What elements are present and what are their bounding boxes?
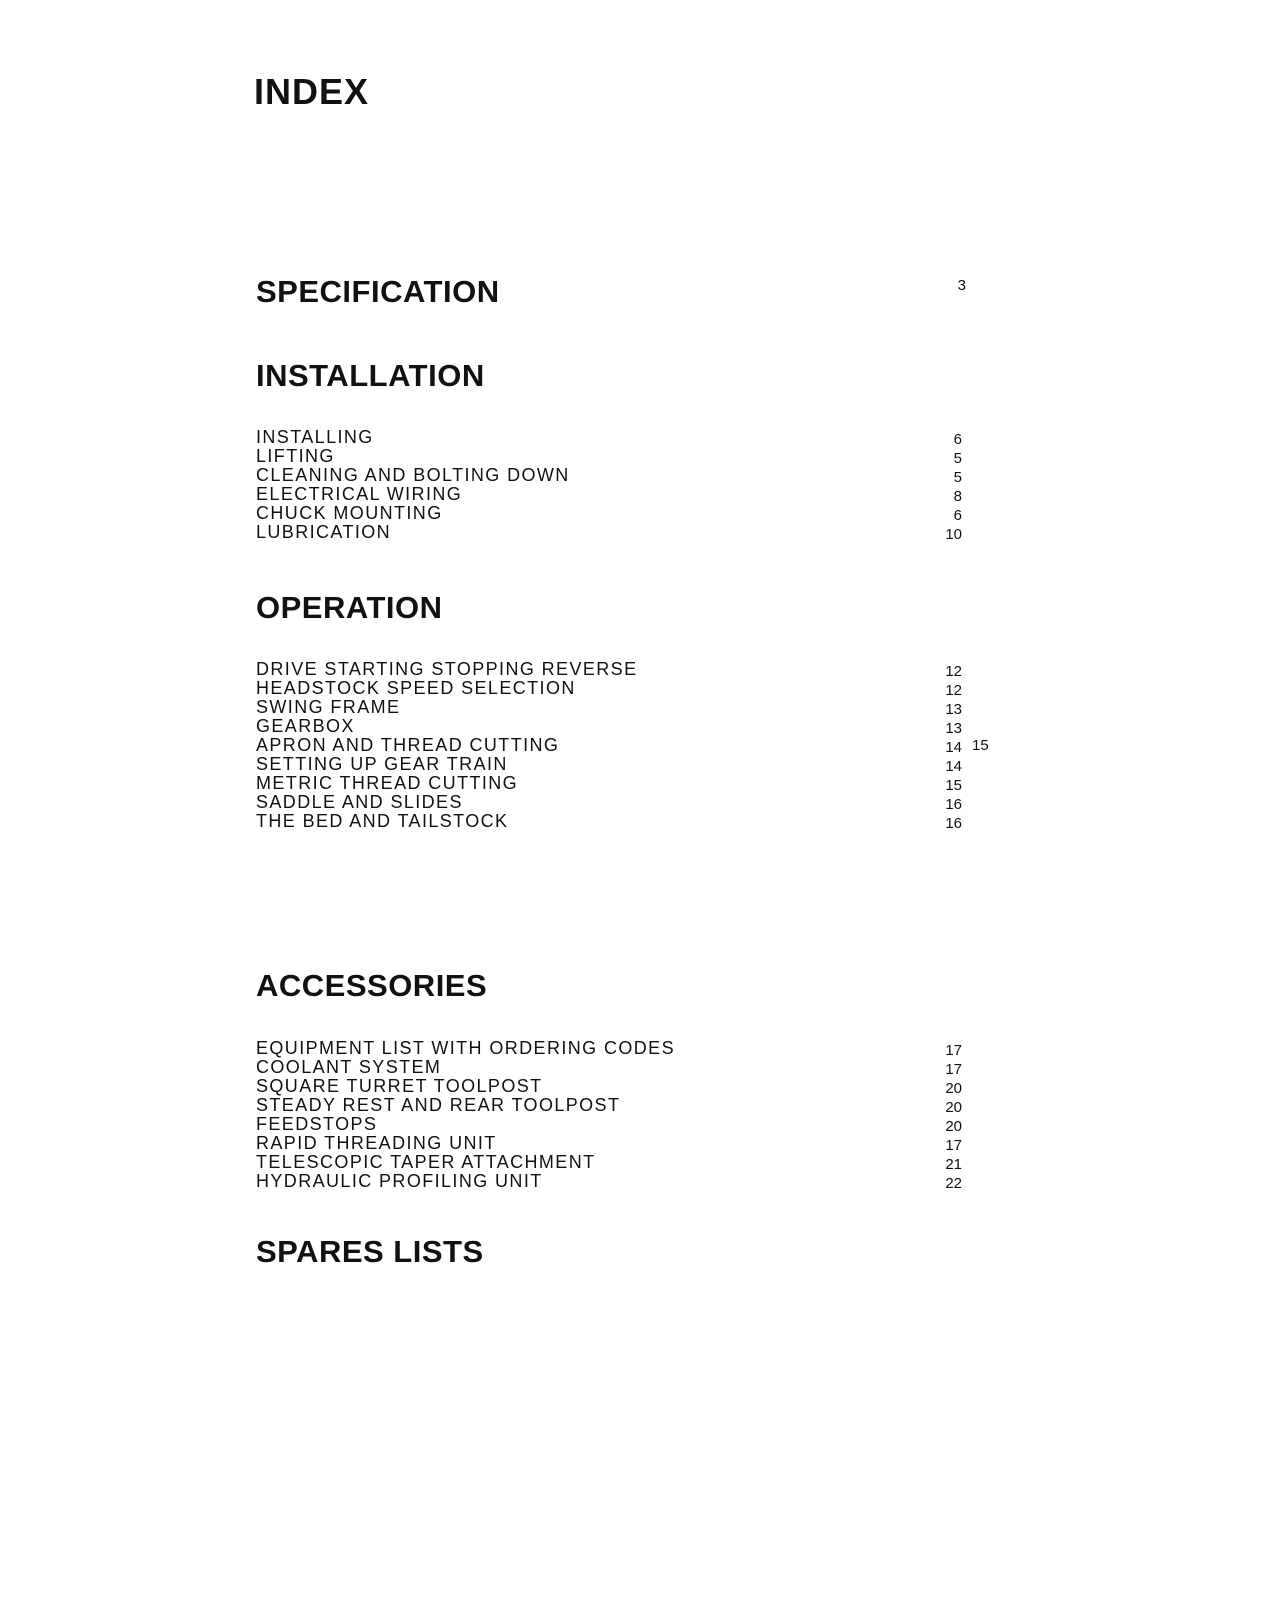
entry-label: EQUIPMENT LIST WITH ORDERING CODES — [256, 1038, 675, 1058]
entry-page-number: 21 — [945, 1156, 962, 1173]
entry-page-number: 16 — [945, 815, 962, 832]
entry-label: THE BED AND TAILSTOCK — [256, 811, 509, 831]
entry-label: TELESCOPIC TAPER ATTACHMENT — [256, 1152, 596, 1172]
entry-label: DRIVE STARTING STOPPING REVERSE — [256, 659, 638, 679]
entry-page-number: 15 — [945, 777, 962, 794]
list-item — [256, 698, 996, 717]
list-item — [256, 1077, 996, 1096]
operation-list — [256, 660, 996, 831]
entry-label: STEADY REST AND REAR TOOLPOST — [256, 1095, 621, 1115]
entry-page-number: 20 — [945, 1080, 962, 1097]
entry-label: GEARBOX — [256, 716, 355, 736]
list-item — [256, 660, 996, 679]
entry-page-number-secondary: 15 — [972, 737, 989, 754]
entry-page-number: 12 — [945, 663, 962, 680]
entry-page-number: 8 — [953, 488, 962, 505]
entry-label: HEADSTOCK SPEED SELECTION — [256, 678, 576, 698]
entry-page-number: 10 — [945, 526, 962, 543]
entry-label: FEEDSTOPS — [256, 1114, 378, 1134]
page-number-specification: 3 — [957, 277, 966, 294]
entry-label: LUBRICATION — [256, 522, 392, 542]
entry-page-number: 20 — [945, 1118, 962, 1135]
list-item — [256, 447, 996, 466]
section-heading-installation: INSTALLATION — [256, 358, 485, 393]
entry-label: RAPID THREADING UNIT — [256, 1133, 497, 1153]
section-heading-specification: SPECIFICATION — [256, 274, 500, 309]
list-item — [256, 1115, 996, 1134]
entry-label: SQUARE TURRET TOOLPOST — [256, 1076, 543, 1096]
entry-page-number: 14 — [945, 758, 962, 775]
installation-list — [256, 428, 996, 542]
list-item — [256, 1039, 996, 1058]
list-item — [256, 523, 996, 542]
entry-page-number: 14 — [945, 739, 962, 756]
list-item — [256, 1134, 996, 1153]
list-item — [256, 1172, 996, 1191]
list-item — [256, 1096, 996, 1115]
list-item — [256, 793, 996, 812]
entry-page-number: 20 — [945, 1099, 962, 1116]
entry-page-number: 13 — [945, 701, 962, 718]
list-item — [256, 428, 996, 447]
entry-page-number: 6 — [953, 507, 962, 524]
entry-label: HYDRAULIC PROFILING UNIT — [256, 1171, 543, 1191]
entry-page-number: 22 — [945, 1175, 962, 1192]
entry-label: CLEANING AND BOLTING DOWN — [256, 465, 570, 485]
entry-page-number: 5 — [953, 469, 962, 486]
accessories-list — [256, 1039, 996, 1191]
entry-page-number: 6 — [953, 431, 962, 448]
list-item — [256, 1153, 996, 1172]
list-item — [256, 485, 996, 504]
entry-page-number: 12 — [945, 682, 962, 699]
entry-page-number: 13 — [945, 720, 962, 737]
entry-label: COOLANT SYSTEM — [256, 1057, 442, 1077]
entry-page-number: 17 — [945, 1137, 962, 1154]
section-heading-spares-lists: SPARES LISTS — [256, 1234, 484, 1269]
list-item — [256, 679, 996, 698]
entry-label: INSTALLING — [256, 427, 374, 447]
entry-page-number: 17 — [945, 1061, 962, 1078]
list-item — [256, 466, 996, 485]
entry-label: SADDLE AND SLIDES — [256, 792, 463, 812]
entry-label: SETTING UP GEAR TRAIN — [256, 754, 508, 774]
list-item — [256, 717, 996, 736]
entry-page-number: 5 — [953, 450, 962, 467]
entry-label: APRON AND THREAD CUTTING — [256, 735, 560, 755]
section-heading-operation: OPERATION — [256, 590, 443, 625]
list-item — [256, 755, 996, 774]
list-item — [256, 1058, 996, 1077]
list-item — [256, 812, 996, 831]
entry-page-number: 16 — [945, 796, 962, 813]
entry-label: LIFTING — [256, 446, 335, 466]
entry-label: SWING FRAME — [256, 697, 401, 717]
page-title: INDEX — [254, 71, 370, 112]
section-heading-accessories: ACCESSORIES — [256, 968, 488, 1003]
list-item — [256, 774, 996, 793]
entry-label: ELECTRICAL WIRING — [256, 484, 463, 504]
entry-page-number: 17 — [945, 1042, 962, 1059]
list-item — [256, 736, 996, 755]
entry-label: METRIC THREAD CUTTING — [256, 773, 519, 793]
entry-label: CHUCK MOUNTING — [256, 503, 443, 523]
list-item — [256, 504, 996, 523]
